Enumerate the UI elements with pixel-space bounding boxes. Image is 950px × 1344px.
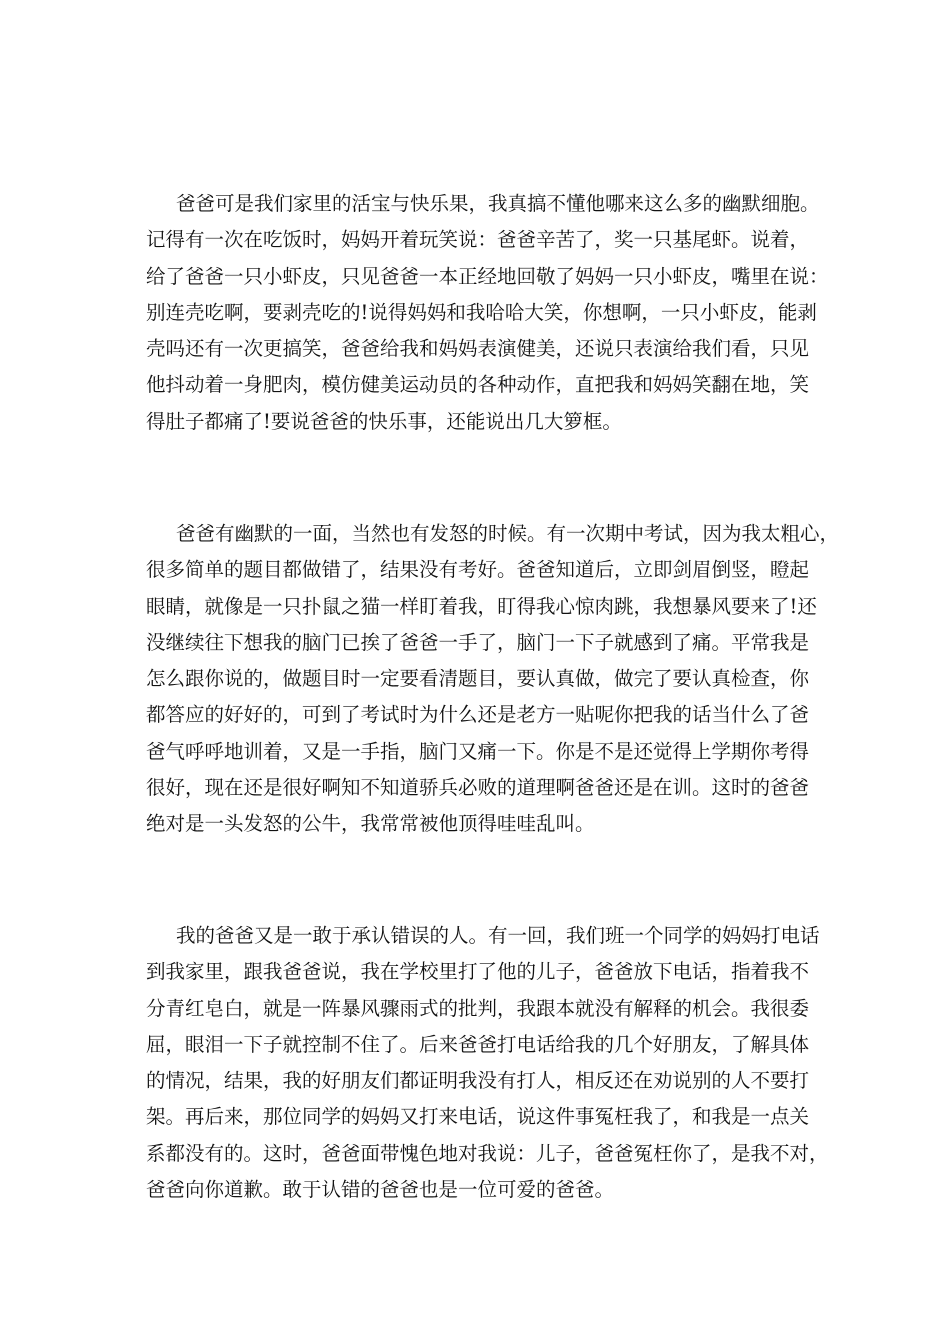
paragraph-apology bbox=[146, 918, 829, 1208]
text-line: 得肚子都痛了!要说爸爸的快乐事，还能说出几大箩框。 bbox=[146, 409, 622, 433]
text-line: 眼睛，就像是一只扑鼠之猫一样盯着我，盯得我心惊肉跳，我想暴风要来了!还 bbox=[146, 594, 817, 618]
text-line: 记得有一次在吃饭时，妈妈开着玩笑说：爸爸辛苦了，奖一只基尾虾。说着， bbox=[146, 228, 810, 252]
paragraph-anger bbox=[146, 516, 840, 843]
paragraph-humor bbox=[146, 186, 829, 440]
text-line: 我的爸爸又是一敢于承认错误的人。有一回，我们班一个同学的妈妈打电话 bbox=[176, 924, 820, 947]
text-line: 很好，现在还是很好啊知不知道骄兵必败的道理啊爸爸还是在训。这时的爸爸 bbox=[146, 776, 810, 800]
text-line: 怎么跟你说的，做题目时一定要看清题目，要认真做，做完了要认真检查，你 bbox=[146, 667, 810, 691]
text-line: 系都没有的。这时，爸爸面带愧色地对我说：儿子，爸爸冤枉你了，是我不对， bbox=[146, 1141, 829, 1165]
text-line: 爸气呼呼地训着，又是一手指，脑门又痛一下。你是不是还觉得上学期你考得 bbox=[146, 739, 810, 763]
text-line: 爸爸有幽默的一面，当然也有发怒的时候。有一次期中考试，因为我太粗心， bbox=[176, 522, 840, 545]
text-line: 别连壳吃啊，要剥壳吃的!说得妈妈和我哈哈大笑，你想啊，一只小虾皮，能剥 bbox=[146, 300, 817, 324]
text-line: 爸爸可是我们家里的活宝与快乐果，我真搞不懂他哪来这么多的幽默细胞。 bbox=[176, 192, 820, 215]
text-line: 很多简单的题目都做错了，结果没有考好。爸爸知道后，立即剑眉倒竖，瞪起 bbox=[146, 558, 810, 582]
text-line: 壳吗还有一次更搞笑，爸爸给我和妈妈表演健美，还说只表演给我们看，只见 bbox=[146, 337, 810, 361]
text-line: 架。再后来，那位同学的妈妈又打来电话，说这件事冤枉我了，和我是一点关 bbox=[146, 1105, 810, 1129]
text-line: 给了爸爸一只小虾皮，只见爸爸一本正经地回敬了妈妈一只小虾皮，嘴里在说： bbox=[146, 264, 829, 288]
text-line: 到我家里，跟我爸爸说，我在学校里打了他的儿子，爸爸放下电话，指着我不 bbox=[146, 960, 810, 984]
text-line: 他抖动着一身肥肉，模仿健美运动员的各种动作，直把我和妈妈笑翻在地，笑 bbox=[146, 373, 810, 397]
text-line: 没继续往下想我的脑门已挨了爸爸一手了，脑门一下子就感到了痛。平常我是 bbox=[146, 630, 810, 654]
text-line: 爸爸向你道歉。敢于认错的爸爸也是一位可爱的爸爸。 bbox=[146, 1178, 615, 1202]
text-line: 绝对是一头发怒的公牛，我常常被他顶得哇哇乱叫。 bbox=[146, 812, 595, 836]
text-line: 屈，眼泪一下子就控制不住了。后来爸爸打电话给我的几个好朋友，了解具体 bbox=[146, 1032, 810, 1056]
text-line: 分青红皂白，就是一阵暴风骤雨式的批判，我跟本就没有解释的机会。我很委 bbox=[146, 996, 810, 1020]
text-line: 都答应的好好的，可到了考试时为什么还是老方一贴呢你把我的话当什么了爸 bbox=[146, 703, 810, 727]
text-line: 的情况，结果，我的好朋友们都证明我没有打人，相反还在劝说别的人不要打 bbox=[146, 1069, 810, 1093]
